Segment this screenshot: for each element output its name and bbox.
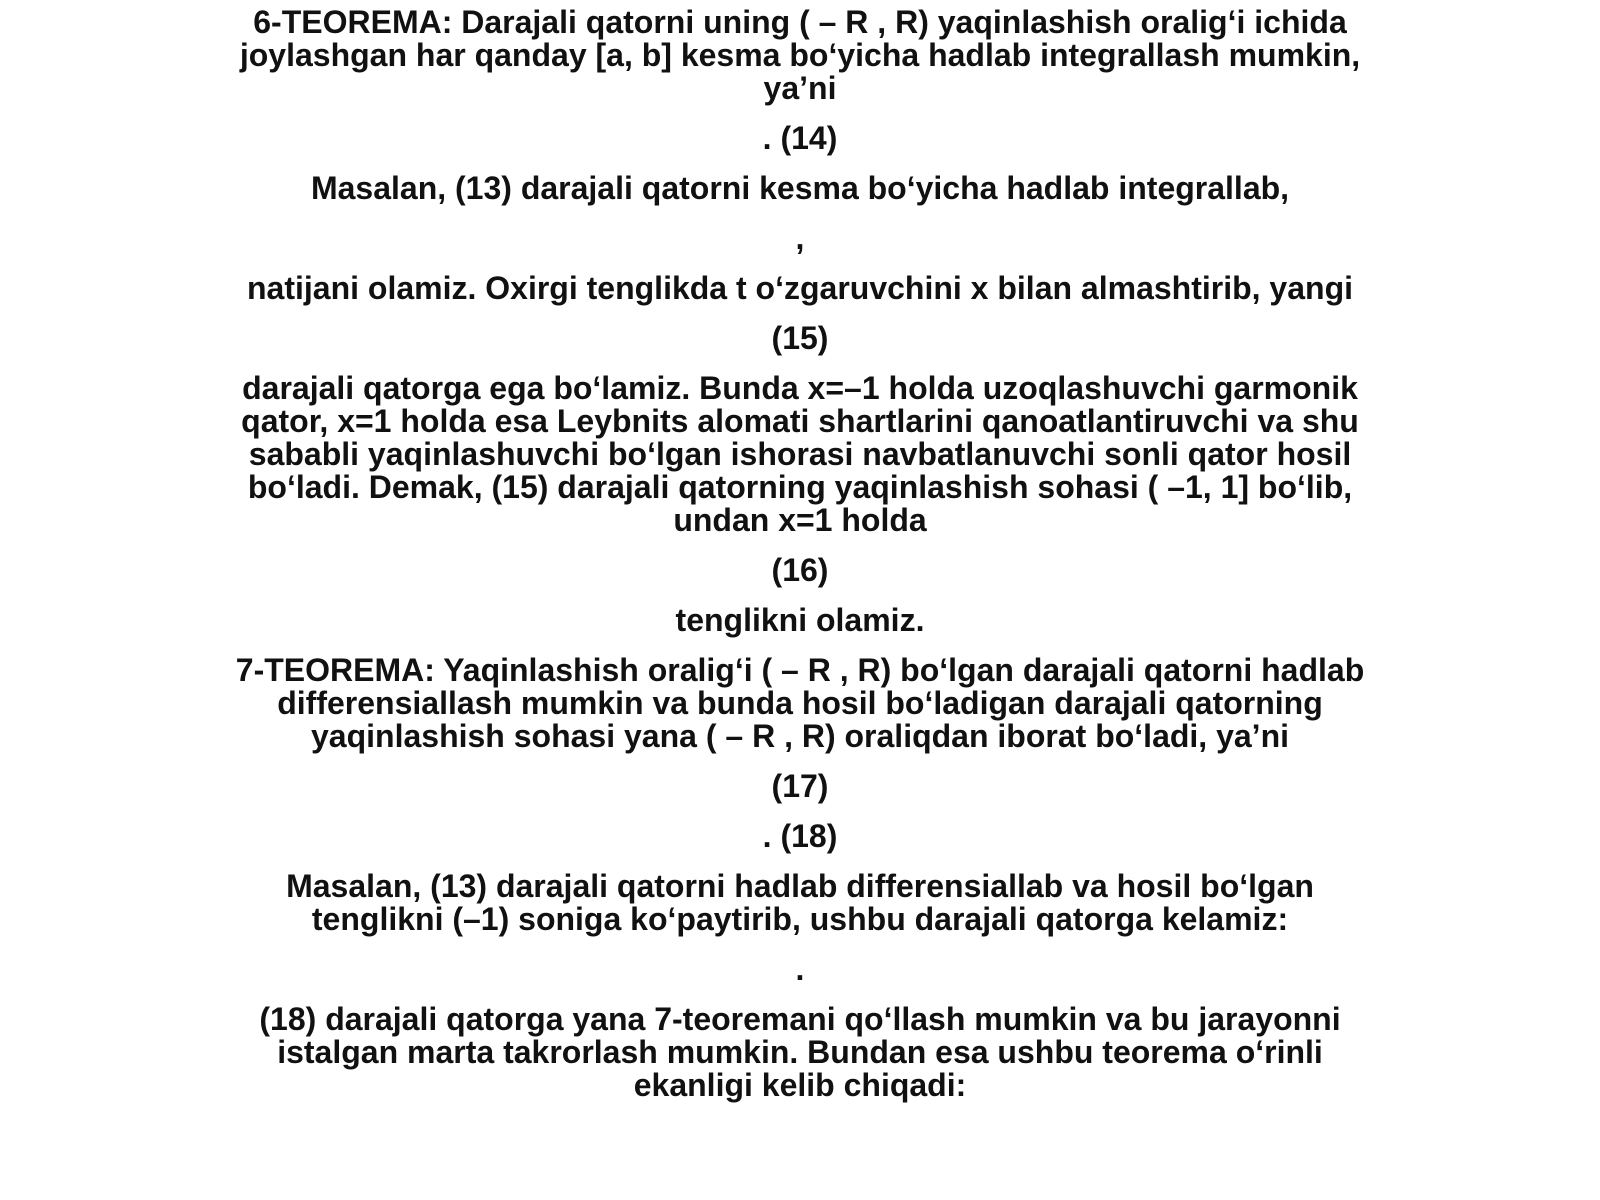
example-differentiation-intro: Masalan, (13) darajali qatorni hadlab differensiallab va hosil bo‘lgan tenglikni (–1) soniga ko‘paytirib, ushbu darajali qatorga kelamiz: bbox=[286, 868, 1314, 937]
formula-comma: , bbox=[795, 220, 805, 256]
formula-17-label: (17) bbox=[771, 768, 829, 804]
theorem-7-statement: 7-TEOREMA: Yaqinlashish oralig‘i ( – R , R) bo‘lgan darajali qatorni hadlab differensiallash mumkin va bunda hosil bo‘ladigan darajali qatorning yaqinlashish sohasi yana ( – R , R) oraliqdan iborat bo‘ladi, ya’ni bbox=[235, 652, 1365, 754]
formula-18-label: . (18) bbox=[762, 818, 838, 854]
equality-result-text: tenglikni olamiz. bbox=[675, 602, 925, 638]
example-integration-intro: Masalan, (13) darajali qatorni kesma bo‘yicha hadlab integrallab, bbox=[310, 170, 1290, 206]
theorem-6-statement: 6-TEOREMA: Darajali qatorni uning ( – R , R) yaqinlashish oralig‘i ichida joylashgan har qanday [a, b] kesma bo‘yicha hadlab integrallash mumkin, ya’ni bbox=[239, 4, 1361, 106]
substitution-text: natijani olamiz. Oxirgi tenglikda t o‘zgaruvchini x bilan almashtirib, yangi bbox=[247, 270, 1353, 306]
formula-15-label: (15) bbox=[771, 320, 829, 356]
slide-text-body bbox=[220, 6, 1380, 1119]
convergence-discussion: darajali qatorga ega bo‘lamiz. Bunda x=–1 holda uzoqlashuvchi garmonik qator, x=1 holda esa Leybnits alomati shartlarini qanoatlantiruvchi va shu sababli yaqinlashuvchi bo‘lgan ishorasi navbatlanuvchi sonli qator hosil bo‘ladi. Demak, (15) darajali qatorning yaqinlashish sohasi ( –1, 1] bo‘lib, undan x=1 holda bbox=[241, 370, 1359, 538]
conclusion-text: (18) darajali qatorga yana 7-teoremani qo‘llash mumkin va bu jarayonni istalgan marta takrorlash mumkin. Bundan esa ushbu teorema o‘rinli ekanligi kelib chiqadi: bbox=[259, 1001, 1341, 1103]
formula-16-label: (16) bbox=[771, 552, 829, 588]
formula-14-label: . (14) bbox=[762, 120, 838, 156]
formula-period: . bbox=[795, 951, 805, 987]
